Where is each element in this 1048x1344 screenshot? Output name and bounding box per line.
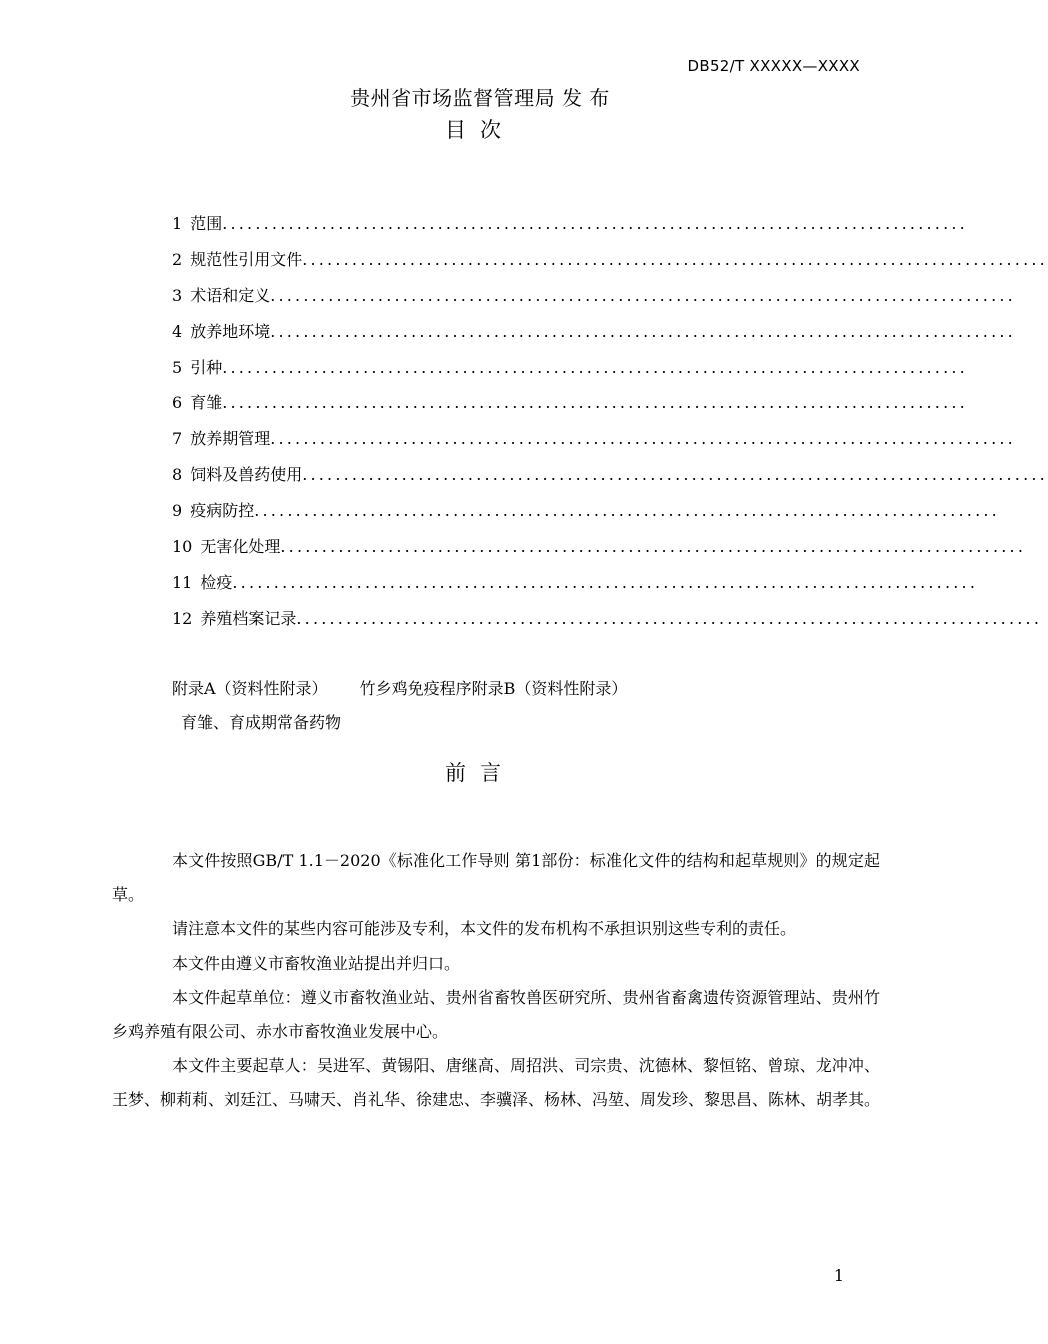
toc-entry-label: 疫病防控 <box>190 501 255 521</box>
toc-entry-label: 范围 <box>190 214 223 233</box>
table-of-contents <box>172 211 1048 642</box>
page-number: 1 <box>833 1266 844 1285</box>
toc-entry-9[interactable] <box>172 498 1000 534</box>
toc-entry-number: 7 <box>172 429 183 449</box>
toc-entry-number: 9 <box>172 501 183 521</box>
toc-entry-4[interactable] <box>172 319 1016 355</box>
toc-entry-label: 养殖档案记录 <box>200 608 297 628</box>
foreword-title: 前言 <box>445 761 515 785</box>
toc-leader-dots: .......................................................................................... <box>302 249 1048 269</box>
toc-entry-label: 术语和定义 <box>190 285 271 305</box>
toc-leader-dots: .......................................................................................... <box>222 393 968 413</box>
foreword-body <box>112 844 880 1118</box>
foreword-paragraph: 本文件由遵义市畜牧渔业站提出并归口。 <box>172 953 461 973</box>
toc-entry-label: 育雏 <box>190 393 223 413</box>
toc-entry-1[interactable] <box>172 211 968 247</box>
toc-leader-dots: .......................................................................................... <box>222 214 968 233</box>
toc-leader-dots: .......................................................................................... <box>296 608 1043 628</box>
toc-entry-5[interactable] <box>172 355 968 391</box>
toc-entry-7[interactable] <box>172 426 1016 462</box>
toc-entry-label: 放养期管理 <box>190 429 271 449</box>
foreword-paragraph: 本文件按照GB/T 1.1－2020《标准化工作导则 第1部份：标准化文件的结构和起草规则》的规定起草。 <box>112 851 880 905</box>
foreword-paragraph: 本文件起草单位：遵义市畜牧渔业站、贵州省畜牧兽医研究所、贵州省畜禽遗传资源管理站、贵州竹乡鸡养殖有限公司、赤水市畜牧渔业发展中心。 <box>112 987 880 1042</box>
toc-entry-label: 放养地环境 <box>190 321 271 341</box>
appendix-a-label[interactable]: 附录A（资料性附录） <box>172 679 328 698</box>
toc-entry-number: 1 <box>172 214 183 233</box>
toc-leader-dots: .......................................................................................... <box>254 501 1000 521</box>
toc-entry-8[interactable] <box>172 462 1048 498</box>
toc-entry-number: 3 <box>172 285 183 305</box>
appendix-b-title[interactable]: 育雏、育成期常备药物 <box>181 713 342 732</box>
toc-entry-2[interactable] <box>172 247 1048 283</box>
toc-entry-label: 无害化处理 <box>200 537 281 557</box>
toc-entry-number: 4 <box>172 321 183 341</box>
toc-leader-dots: .......................................................................................... <box>280 537 1027 557</box>
toc-leader-dots: .......................................................................................... <box>302 465 1048 485</box>
toc-entry-11[interactable] <box>172 570 979 606</box>
toc-entry-number: 11 <box>172 572 193 592</box>
toc-entry-label: 规范性引用文件 <box>190 249 303 269</box>
toc-entry-label: 引种 <box>190 357 223 377</box>
publisher: 贵州省市场监督管理局 发 布 <box>350 86 610 110</box>
toc-entry-number: 5 <box>172 357 183 377</box>
toc-leader-dots: .......................................................................................... <box>270 429 1016 449</box>
toc-entry-number: 6 <box>172 393 183 413</box>
toc-entry-label: 检疫 <box>200 572 233 592</box>
appendix-line <box>172 676 627 699</box>
foreword-paragraph: 请注意本文件的某些内容可能涉及专利，本文件的发布机构不承担识别这些专利的责任。 <box>172 919 797 939</box>
toc-entry-number: 12 <box>172 608 193 628</box>
appendix-a-title-b-label[interactable]: 竹乡鸡免疫程序附录B（资料性附录） <box>359 679 628 698</box>
document-code: DB52/T XXXXX—XXXX <box>687 57 860 75</box>
toc-entry-10[interactable] <box>172 534 1027 570</box>
toc-entry-number: 10 <box>172 537 193 557</box>
toc-entry-3[interactable] <box>172 283 1016 319</box>
toc-entry-number: 2 <box>172 249 183 269</box>
toc-leader-dots: .......................................................................................... <box>270 285 1016 305</box>
toc-entry-label: 饲料及兽药使用 <box>190 465 303 485</box>
foreword-paragraph: 本文件主要起草人：吴进军、黄锡阳、唐继高、周招洪、司宗贵、沈德林、黎恒铭、曾琼、龙冲冲、王梦、柳莉莉、刘廷江、马啸天、肖礼华、徐建忠、李骥泽、杨林、冯堃、周发珍、黎思昌、陈林、胡孝其。 <box>112 1056 881 1110</box>
toc-title: 目次 <box>445 118 515 142</box>
toc-entry-6[interactable] <box>172 390 968 426</box>
toc-leader-dots: .......................................................................................... <box>232 572 979 592</box>
toc-leader-dots: .......................................................................................... <box>222 357 968 377</box>
toc-entry-number: 8 <box>172 465 183 485</box>
toc-entry-12[interactable] <box>172 606 1043 642</box>
toc-leader-dots: .......................................................................................... <box>270 321 1016 341</box>
